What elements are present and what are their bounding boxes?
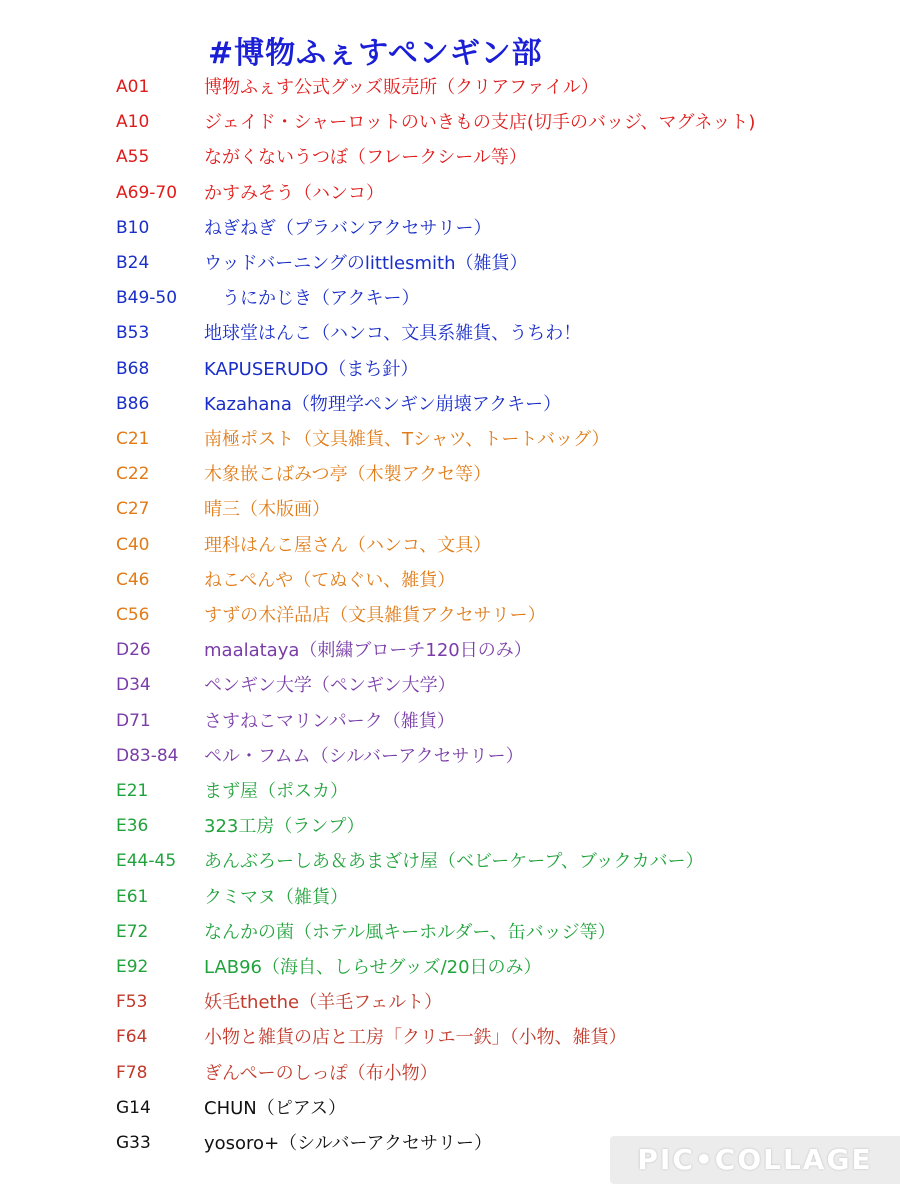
booth-name: 理科はんこ屋さん（ハンコ、文具） (204, 534, 492, 556)
booth-name: ペンギン大学（ペンギン大学） (204, 675, 456, 697)
list-item (0, 281, 900, 316)
booth-code: F78 (116, 1062, 148, 1083)
list-item (0, 563, 900, 598)
booth-code: C27 (116, 499, 150, 520)
booth-name: あんぶろーしあ＆あまざけ屋（ベビーケープ、ブックカバー） (204, 851, 704, 873)
booth-name: ウッドバーニングのlittlesmith（雑貨） (204, 253, 528, 274)
list-item (0, 316, 900, 351)
booth-name: 南極ポスト（文具雑貨、Tシャツ、トートバッグ） (204, 429, 610, 450)
booth-code: F64 (116, 1027, 148, 1048)
booth-name: yosoro+（シルバーアクセサリー） (204, 1133, 493, 1154)
list-item (0, 140, 900, 175)
booth-code: D71 (116, 710, 151, 731)
list-item (0, 809, 900, 844)
booth-code: A69-70 (116, 182, 178, 203)
list-item (0, 704, 900, 739)
booth-name: 妖毛thethe（羊毛フェルト） (204, 992, 443, 1014)
list-item (0, 1091, 900, 1126)
booth-code: B24 (116, 253, 150, 273)
booth-name: すずの木洋品店（文具雑貨アクセサリー） (204, 605, 546, 626)
booth-code: D83-84 (116, 745, 179, 766)
booth-name: LAB96（海自、しらせグッズ/20日のみ） (204, 957, 542, 978)
list-item (0, 1020, 900, 1055)
list-item (0, 528, 900, 563)
booth-code: B53 (116, 323, 150, 344)
booth-name: ねぎねぎ（プラバンアクセサリー） (204, 217, 492, 239)
booth-code: F53 (116, 992, 148, 1013)
booth-code: A55 (116, 147, 150, 168)
booth-name: ぎんぺーのしっぽ（布小物） (204, 1062, 438, 1084)
booth-name: maalataya（刺繍ブローチ120日のみ） (204, 640, 532, 662)
list-item (0, 211, 900, 246)
watermark-logo: PIC•COLLAGE (610, 1136, 900, 1184)
list-item (0, 598, 900, 633)
booth-code: E21 (116, 781, 149, 801)
booth-name: Kazahana（物理学ペンギン崩壊アクキー） (204, 393, 562, 415)
list-item (0, 457, 900, 492)
page-title: #博物ふぇすペンギン部 (208, 36, 543, 71)
booth-code: E44-45 (116, 851, 177, 872)
booth-name: かすみそう（ハンコ） (204, 182, 384, 204)
booth-code: B86 (116, 393, 150, 414)
list-item (0, 915, 900, 950)
booth-code: E92 (116, 957, 149, 977)
booth-code: D34 (116, 675, 151, 696)
list-item (0, 1056, 900, 1091)
booth-name: うにかじき（アクキー） (204, 288, 420, 310)
booth-name: まず屋（ポスカ） (204, 781, 348, 802)
list-item (0, 176, 900, 211)
booth-name: ながくないうつぼ（フレークシール等） (204, 147, 527, 169)
list-item (0, 668, 900, 703)
booth-name: 323工房（ランプ） (204, 816, 365, 838)
booth-name: ジェイド・シャーロットのいきもの支店(切手のバッジ、マグネット) (204, 112, 756, 134)
booth-code: E36 (116, 816, 149, 837)
list-item (0, 352, 900, 387)
booth-code: D26 (116, 640, 151, 661)
list-item (0, 422, 900, 457)
booth-code: B10 (116, 217, 150, 238)
booth-name: ペル・フムム（シルバーアクセサリー） (204, 745, 524, 767)
booth-code: C40 (116, 534, 150, 555)
list-item (0, 70, 900, 105)
booth-code: E72 (116, 921, 149, 942)
booth-code: A10 (116, 112, 150, 133)
booth-name: なんかの菌（ホテル風キーホルダー、缶バッジ等） (204, 921, 616, 943)
booth-name: 博物ふぇす公式グッズ販売所（クリアファイル） (204, 77, 599, 98)
booth-name: 木象嵌こばみつ亭（木製アクセ等） (204, 464, 492, 486)
list-item (0, 387, 900, 422)
list-item (0, 950, 900, 985)
list-item (0, 844, 900, 879)
list-item (0, 774, 900, 809)
booth-name: 小物と雑貨の店と工房「クリエ一鉄」（小物、雑貨） (204, 1027, 627, 1049)
booth-name: CHUN（ピアス） (204, 1097, 347, 1119)
list-item (0, 492, 900, 527)
list-item (0, 739, 900, 774)
booth-code: C22 (116, 464, 150, 485)
booth-name: 地球堂はんこ（ハンコ、文具系雑貨、うちわ！ (204, 323, 582, 345)
list-item (0, 246, 900, 281)
list-item (0, 880, 900, 915)
booth-code: C21 (116, 429, 150, 449)
booth-name: 晴三（木版画） (204, 499, 330, 521)
booth-name: KAPUSERUDO（まち針） (204, 358, 419, 380)
booth-code: A01 (116, 77, 150, 97)
list-item (0, 105, 900, 140)
booth-code: C46 (116, 569, 150, 590)
booth-name: クミマヌ（雑貨） (204, 886, 348, 908)
booth-code: B49-50 (116, 288, 178, 309)
booth-name: さすねこマリンパーク（雑貨） (204, 710, 455, 732)
list-item (0, 633, 900, 668)
booth-name: ねこぺんや（てぬぐい、雑貨） (204, 569, 456, 591)
booth-code: B68 (116, 358, 150, 379)
booth-code: G33 (116, 1133, 151, 1153)
list-item (0, 985, 900, 1020)
booth-code: E61 (116, 886, 149, 907)
booth-code: G14 (116, 1097, 151, 1118)
booth-code: C56 (116, 605, 150, 625)
